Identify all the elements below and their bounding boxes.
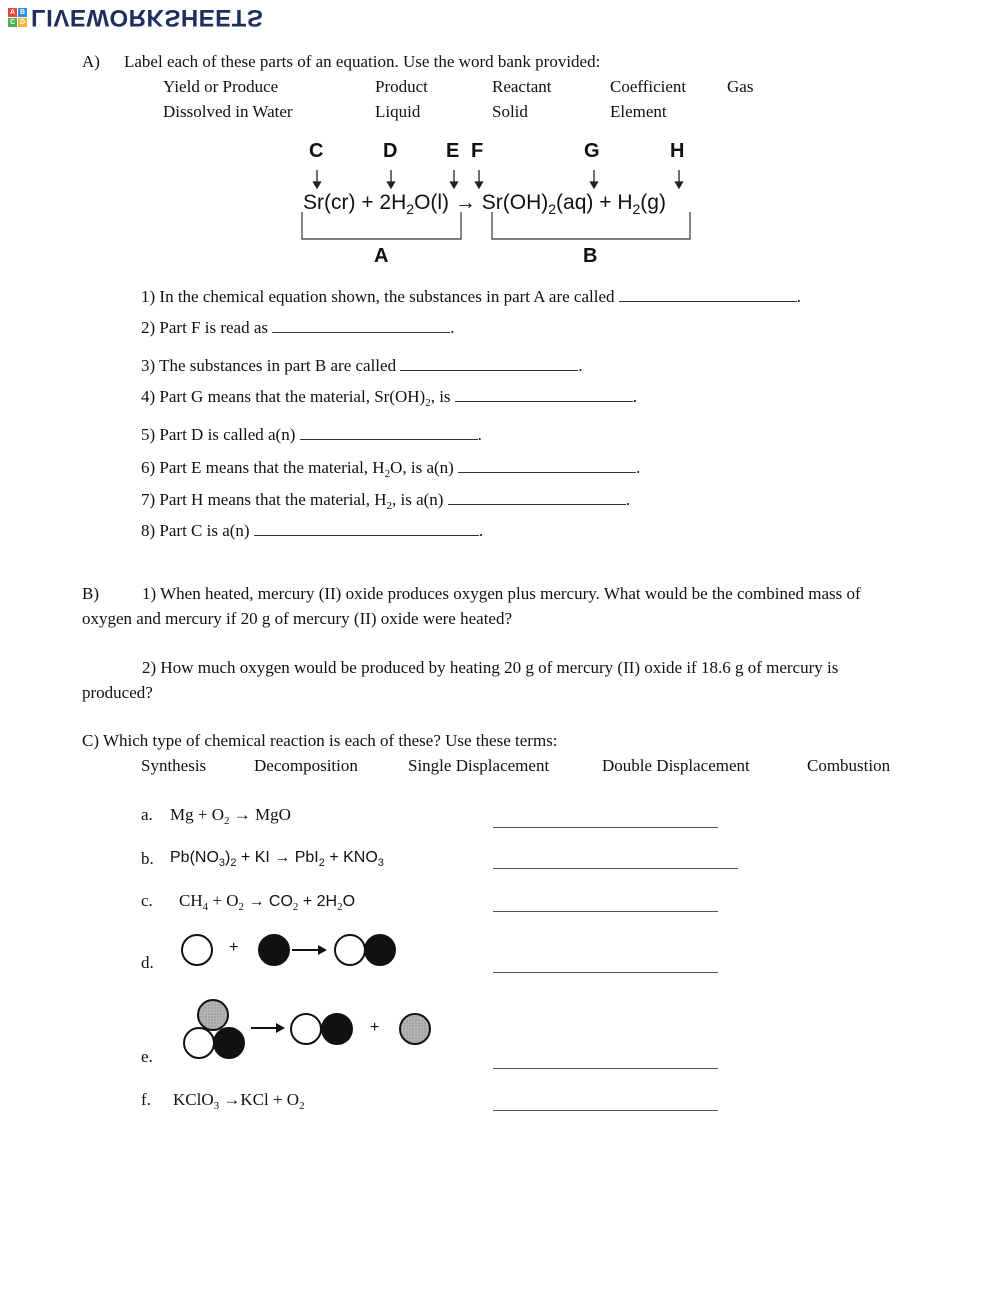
question-7 [141,490,630,510]
answer-blank[interactable] [458,458,636,473]
question-sub: 2 [386,500,392,512]
item-d-plus: + [229,939,239,956]
section-a-letter: A) [82,52,100,71]
logo-tiles [8,8,27,27]
reaction-term: Combustion [807,756,891,775]
eq-sub: 3 [377,857,384,869]
black-atom [322,1014,352,1044]
question-text: , is a(n) [391,490,444,509]
section-b-q2-line2: produced? [82,683,153,702]
eq-sub: 2 [223,815,230,827]
reaction-term: Double Displacement [602,756,750,775]
logo-text: LIVEWORKSHEETS [31,4,264,31]
answer-line-d[interactable] [493,972,718,973]
eq-part: + KNO [324,849,378,866]
white-atom [184,1028,214,1058]
question-text: 3) The substances in part B are called [141,356,397,375]
arrow-head-icon [276,1023,285,1033]
reaction-term: Decomposition [254,756,358,775]
item-a-equation [170,805,291,825]
question-end: . [450,318,455,337]
eq-sub: 2 [337,901,343,913]
eq-arrow: → [454,191,476,214]
question-4 [141,387,637,407]
answer-line-b[interactable] [493,868,738,869]
eq-sub: 2 [548,201,557,217]
question-2 [141,318,455,338]
question-text: 6) Part E means that the material, H [141,458,385,477]
item-d-label: d. [141,953,154,972]
eq-part: → CO [244,893,293,910]
diagram-equation [303,191,666,215]
eq-part: →KCl + O [219,1090,300,1109]
diagram-label-c: C [309,140,324,162]
word-bank-item: Yield or Produce [163,77,279,96]
answer-line-f[interactable] [493,1110,718,1111]
eq-part: + O [208,891,239,910]
logo-tile: C [9,18,16,26]
eq-part: O [342,893,356,910]
liveworksheets-logo [8,4,263,30]
answer-line-a[interactable] [493,827,718,828]
section-a-instruction: Label each of these parts of an equation. Use the word bank provided: [124,52,601,71]
eq-part: + 2H [298,893,338,910]
question-1 [141,287,801,307]
answer-blank[interactable] [272,318,450,333]
eq-sub: 2 [299,1100,305,1112]
question-text: , is [430,387,451,406]
question-8 [141,521,483,541]
question-text: 5) Part D is called a(n) [141,425,296,444]
diagram-label-g: G [584,140,600,162]
answer-line-c[interactable] [493,911,718,912]
white-atom [335,935,365,965]
word-bank-item: Element [610,102,667,121]
question-end: . [478,521,484,540]
white-atom [291,1014,321,1044]
question-3 [141,356,583,376]
item-f-equation [173,1090,305,1110]
black-atom [365,935,395,965]
diagram-label-d: D [383,140,398,162]
diagram-label-a: A [374,245,389,267]
eq-gas: (g) [640,191,666,214]
question-end: . [477,425,482,444]
question-end: . [625,490,630,509]
question-end: . [578,356,583,375]
item-e-plus: + [370,1019,380,1036]
question-sub: 2 [384,468,391,480]
word-bank-item: Solid [492,102,528,121]
question-5 [141,425,482,445]
answer-blank[interactable] [448,490,626,505]
word-bank-item: Coefficient [610,77,687,96]
eq-sub: 2 [230,857,237,869]
item-c-label: c. [141,891,153,910]
eq-part: Pb(NO [170,849,219,866]
eq-sub: 2 [632,201,641,217]
question-end: . [796,287,801,306]
word-bank-item: Dissolved in Water [163,102,293,121]
black-atom [214,1028,244,1058]
answer-blank[interactable] [455,387,633,402]
eq-sub: 3 [218,857,226,869]
item-f-label: f. [141,1090,151,1109]
eq-reactants: Sr(cr) + 2H [303,191,407,214]
section-c-instruction: C) Which type of chemical reaction is each of these? Use these terms: [82,731,558,750]
eq-sub: 2 [406,201,415,217]
eq-part: KClO [173,1090,214,1109]
question-end: . [636,458,641,477]
section-b-q2-line1: 2) How much oxygen would be produced by heating 20 g of mercury (II) oxide if 18.6 g of mercury is [142,658,839,677]
word-bank-item: Gas [727,77,754,96]
eq-sub: 3 [213,1100,220,1112]
item-d-diagram [178,930,403,970]
question-6 [141,458,640,478]
eq-part: CH [179,891,203,910]
eq-sub: 2 [318,857,325,869]
question-text: 2) Part F is read as [141,318,269,337]
answer-blank[interactable] [400,356,578,371]
eq-sub: 4 [202,901,209,913]
item-a-label: a. [141,805,153,824]
logo-tile: A [9,8,16,16]
item-b-equation [170,849,384,867]
answer-line-e[interactable] [493,1068,718,1069]
item-c-equation [179,891,355,911]
answer-blank[interactable] [300,425,478,440]
eq-part: → MgO [229,805,291,824]
eq-part: + KI → PbI [236,849,319,866]
reaction-term: Single Displacement [408,756,550,775]
question-end: . [632,387,638,406]
question-text: 7) Part H means that the material, H [141,490,387,509]
eq-part: ) [225,849,231,866]
section-b-q1-line1: 1) When heated, mercury (II) oxide produces oxygen plus mercury. What would be the combined mass of [142,584,861,603]
item-e-diagram [178,995,438,1063]
black-atom [259,935,289,965]
item-b-label: b. [141,849,154,868]
eq-product: Sr(OH) [481,191,549,214]
eq-sub: 2 [238,901,244,913]
arrow-head-icon [318,945,327,955]
gray-atom [198,1000,228,1030]
word-bank-item: Reactant [492,77,552,96]
equation-diagram-lines [290,166,710,276]
eq-water: O(l) [414,191,450,214]
eq-sub: 2 [292,901,299,913]
question-text: O, is a(n) [390,458,454,477]
word-bank-item: Liquid [375,102,421,121]
answer-blank[interactable] [619,287,797,302]
section-b-letter: B) [82,584,99,603]
diagram-label-e: E [446,140,460,162]
gray-atom [400,1014,430,1044]
question-text: 8) Part C is a(n) [141,521,250,540]
diagram-label-h: H [670,140,685,162]
white-atom [182,935,212,965]
question-text: 4) Part G means that the material, Sr(OH) [141,387,426,406]
eq-part: Mg + O [170,805,224,824]
answer-blank[interactable] [254,521,479,536]
diagram-label-b: B [583,245,598,267]
reaction-term: Synthesis [141,756,207,775]
item-e-label: e. [141,1047,153,1066]
question-text: 1) In the chemical equation shown, the substances in part A are called [141,287,615,306]
question-sub: 2 [425,397,431,409]
section-b-q1-line2: oxygen and mercury if 20 g of mercury (II) oxide were heated? [82,609,513,628]
logo-tile: B [19,8,26,16]
logo-tile: D [19,18,26,26]
eq-aq: (aq) + H [556,191,633,214]
word-bank-item: Product [375,77,428,96]
diagram-label-f: F [471,140,484,162]
